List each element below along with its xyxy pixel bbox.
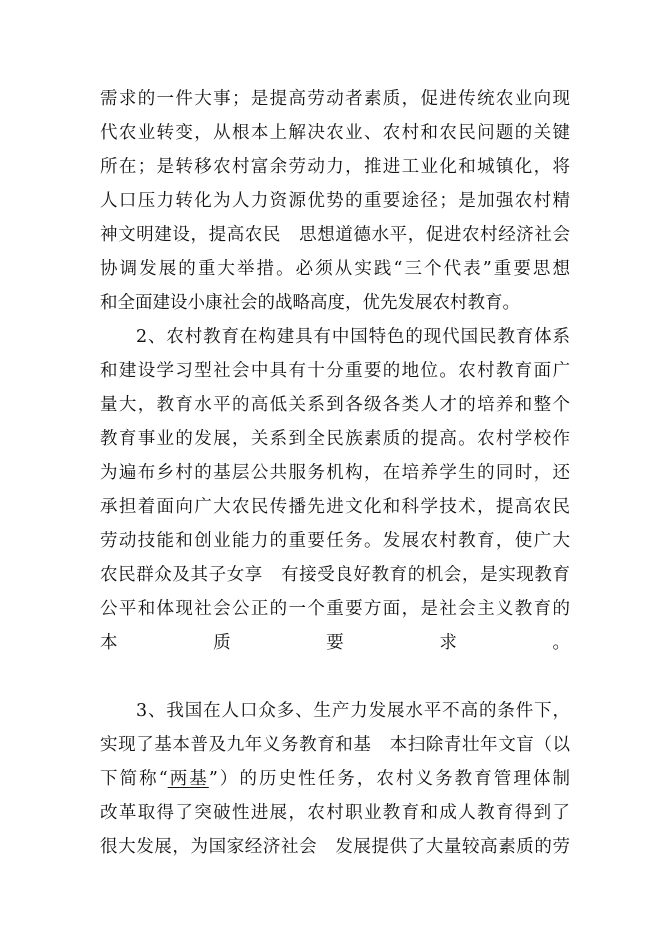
text-line: 改革取得了突破性进展，农村职业教育和成人教育得到了 [100, 803, 570, 823]
text-line: 为遍布乡村的基层公共服务机构，在培养学生的同时，还 [100, 463, 570, 483]
paragraph-first-line: 2、农村教育在构建具有中国特色的现代国民教育体系 [136, 327, 570, 347]
underlined-term: 两基 [167, 769, 209, 789]
paragraph-first-line: 3、我国在人口众多、生产力发展水平不高的条件下， [136, 701, 570, 721]
text-line: 量大，教育水平的高低关系到各级各类人才的培养和整个 [100, 395, 570, 415]
text-line: 农民群众及其子女享 有接受良好教育的机会，是实现教育 [100, 565, 570, 585]
text-line: 实现了基本普及九年义务教育和基 本扫除青壮年文盲（以 [100, 735, 570, 755]
text-segment: 下简称“ [100, 769, 168, 789]
text-line: 承担着面向广大农民传播先进文化和科学技术，提高农民 [100, 497, 570, 517]
text-line: 教育事业的发展，关系到全民族素质的提高。农村学校作 [100, 429, 570, 449]
text-line: 公平和体现社会公正的一个重要方面，是社会主义教育的 [100, 599, 570, 619]
text-line: 很大发展，为国家经济社会 发展提供了大量较高素质的劳 [100, 837, 570, 857]
text-line: 人口压力转化为人力资源优势的重要途径；是加强农村精 [100, 191, 570, 211]
text-line: 和全面建设小康社会的战略高度，优先发展农村教育。 [100, 293, 520, 313]
text-line: 代农业转变，从根本上解决农业、农村和农民问题的关键 [100, 123, 570, 143]
text-line: 协调发展的重大举措。必须从实践“三个代表”重要思想 [100, 259, 570, 279]
text-line [100, 762, 570, 796]
text-line: 本质要求。 [100, 633, 570, 653]
text-line: 和建设学习型社会中具有十分重要的地位。农村教育面广 [100, 361, 570, 381]
text-segment: ”）的历史性任务，农村义务教育管理体制 [208, 769, 570, 789]
text-line: 神文明建设，提高农民 思想道德水平，促进农村经济社会 [100, 225, 570, 245]
text-line: 需求的一件大事；是提高劳动者素质，促进传统农业向现 [100, 89, 570, 109]
text-line [100, 660, 570, 694]
text-line: 所在；是转移农村富余劳动力，推进工业化和城镇化，将 [100, 157, 570, 177]
text-line: 劳动技能和创业能力的重要任务。发展农村教育，使广大 [100, 531, 570, 551]
